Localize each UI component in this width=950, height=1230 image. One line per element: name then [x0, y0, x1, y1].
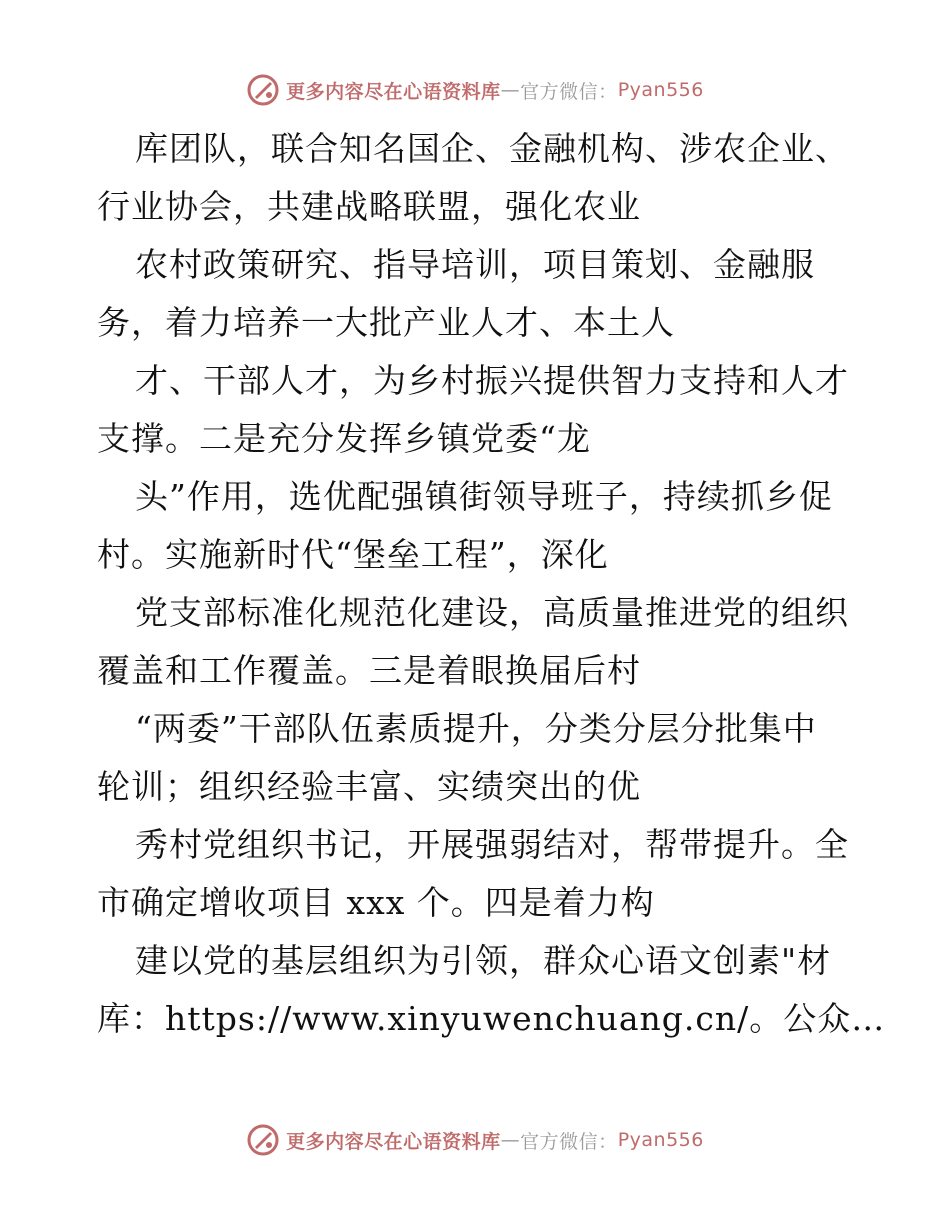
- text-line: 轮训；组织经验丰富、实绩突出的优: [97, 767, 641, 806]
- banner-main-text: 更多内容尽在心语资料库: [286, 1130, 501, 1153]
- footer-banner: [0, 1120, 950, 1160]
- text-line: 库团队，联合知名国企、金融机构、涉农企业、: [135, 129, 849, 168]
- text-line: 支撑。二是充分发挥乡镇党委“龙: [97, 419, 591, 458]
- banner-wechat-id: Pyan556: [617, 1129, 704, 1151]
- text-line: 秀村党组织书记，开展强弱结对，帮带提升。全: [135, 825, 849, 864]
- text-line: 党支部标准化规范化建设，高质量推进党的组织: [135, 593, 849, 632]
- text-line: 头”作用，选优配强镇街领导班子，持续抓乡促: [135, 477, 833, 516]
- banner-main-text: 更多内容尽在心语资料库: [286, 80, 501, 103]
- text-line: 市确定增收项目 xxx 个。四是着力构: [97, 883, 655, 922]
- document-body: [97, 120, 886, 1048]
- banner-wechat-label: 官方微信：: [520, 1130, 618, 1153]
- text-line: 库：https://www.xinyuwenchuang.cn/。公众…: [97, 999, 886, 1038]
- text-line: 村。实施新时代“堡垒工程”，深化: [97, 535, 609, 574]
- text-line: 行业协会，共建战略联盟，强化农业: [97, 187, 641, 226]
- brand-logo-icon: [246, 1123, 280, 1157]
- text-line: 才、干部人才，为乡村振兴提供智力支持和人才: [135, 361, 849, 400]
- brand-logo-icon: [246, 73, 280, 107]
- text-line: 农村政策研究、指导培训，项目策划、金融服: [135, 245, 815, 284]
- banner-wechat-label: 官方微信：: [520, 80, 618, 103]
- banner-separator: —: [500, 1129, 521, 1151]
- text-line: 覆盖和工作覆盖。三是着眼换届后村: [97, 651, 641, 690]
- text-line: 建以党的基层组织为引领，群众心语文创素"材: [135, 941, 832, 980]
- text-line: 务，着力培养一大批产业人才、本土人: [97, 303, 675, 342]
- header-banner: [0, 70, 950, 110]
- text-line: “两委”干部队伍素质提升，分类分层分批集中: [135, 709, 817, 748]
- banner-separator: —: [500, 79, 521, 101]
- banner-wechat-id: Pyan556: [617, 79, 704, 101]
